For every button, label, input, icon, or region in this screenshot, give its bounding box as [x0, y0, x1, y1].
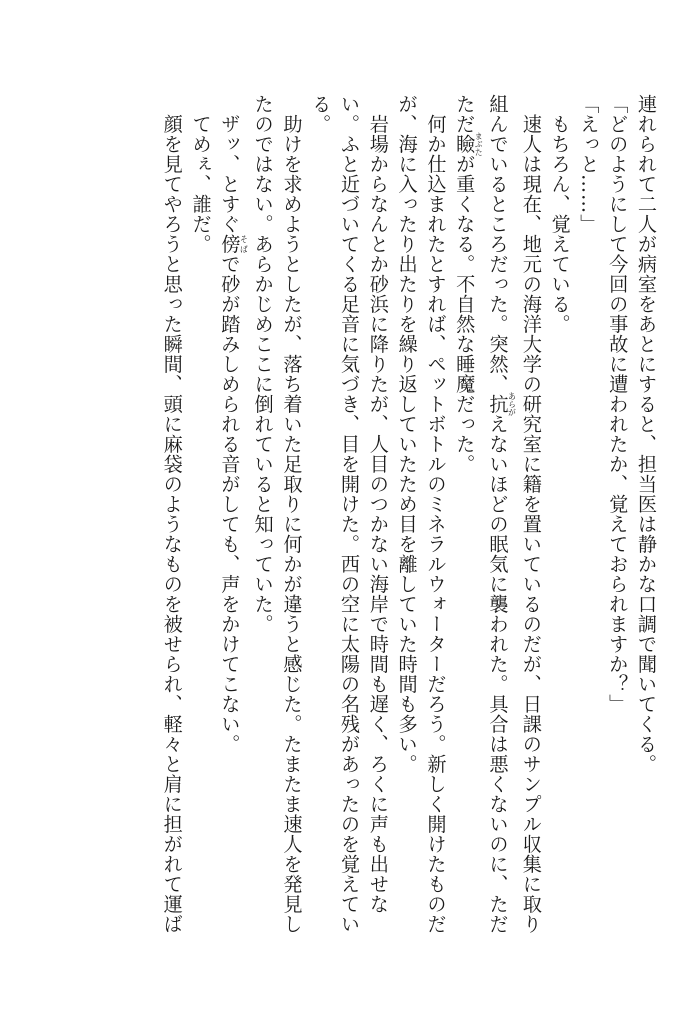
text-line-7	[449, 94, 482, 964]
text-line-4: もちろん、覚えている。	[548, 94, 572, 334]
ruby-soba	[218, 234, 249, 254]
text-line-9: が、海に入ったり出たりを繰り返していたため目を離していた時間も多い。	[395, 94, 419, 774]
ruby-mabuta	[453, 132, 484, 156]
text-line-17: 顔を見てやろうと思った瞬間、頭に麻袋のようなものを被せられ、軽々と肩に担がれて運ば	[160, 94, 184, 934]
ruby-aragau-reading: あらが	[507, 392, 517, 416]
ruby-mabuta-reading: まぶた	[474, 132, 484, 156]
text-line-2: 「どのようにして今回の事故に遭われたか、覚えておられますか？」	[606, 94, 630, 714]
text-line-12: る。	[309, 94, 333, 134]
ruby-mabuta-base: 瞼	[453, 132, 477, 156]
vertical-text-body	[157, 94, 660, 964]
ruby-soba-reading: そば	[239, 234, 249, 254]
text-line-10: 岩場からなんとか砂浜に降りたが、人目のつかない海岸で時間も遅く、ろくに声も出せな	[366, 94, 390, 914]
text-line-5: 速人は現在、地元の海洋大学の研究室に籍を置いているのだが、日課のサンプル収集に取り	[519, 94, 543, 934]
ruby-aragau	[486, 392, 517, 416]
text-line-15-part-1: ザッ、とすぐ	[218, 94, 242, 234]
text-line-11: い。ふと近づいてくる足音に気づき、目を開けた。西の空に太陽の名残があったのを覚えてい	[338, 94, 362, 934]
text-line-15-part-2: で砂が踏みしめられる音がしても、声をかけてこない。	[218, 254, 242, 754]
text-line-7-part-2: が重くなる。不自然な睡魔だった。	[453, 154, 477, 474]
ruby-aragau-base: 抗	[486, 392, 510, 416]
text-line-15	[215, 94, 248, 964]
text-line-6	[483, 94, 516, 964]
text-line-6-part-1: 組んでいるところだった。突然、	[486, 94, 510, 394]
text-line-7-part-1: ただ	[453, 94, 477, 134]
text-line-1: 連れられて二人が病室をあとにすると、担当医は静かな口調で聞いてくる。	[635, 94, 658, 774]
text-line-3: 「えっと……」	[577, 94, 601, 234]
text-line-13: 助けを求めようとしたが、落ち着いた足取りに何かが違うと感じた。たまたま速人を発見し	[280, 94, 304, 934]
text-line-14: たのではない。あらかじめここに倒れていると知っていた。	[251, 94, 275, 634]
text-line-8: 何か仕込まれたとすれば、ペットボトルのミネラルウォーターだろう。新しく開けたものだ	[424, 94, 448, 934]
text-line-16: てめぇ、誰だ。	[189, 94, 213, 254]
ruby-soba-base: 傍	[218, 234, 242, 254]
text-line-6-part-2: えないほどの眠気に襲われた。具合は悪くないのに、ただ	[486, 414, 510, 934]
